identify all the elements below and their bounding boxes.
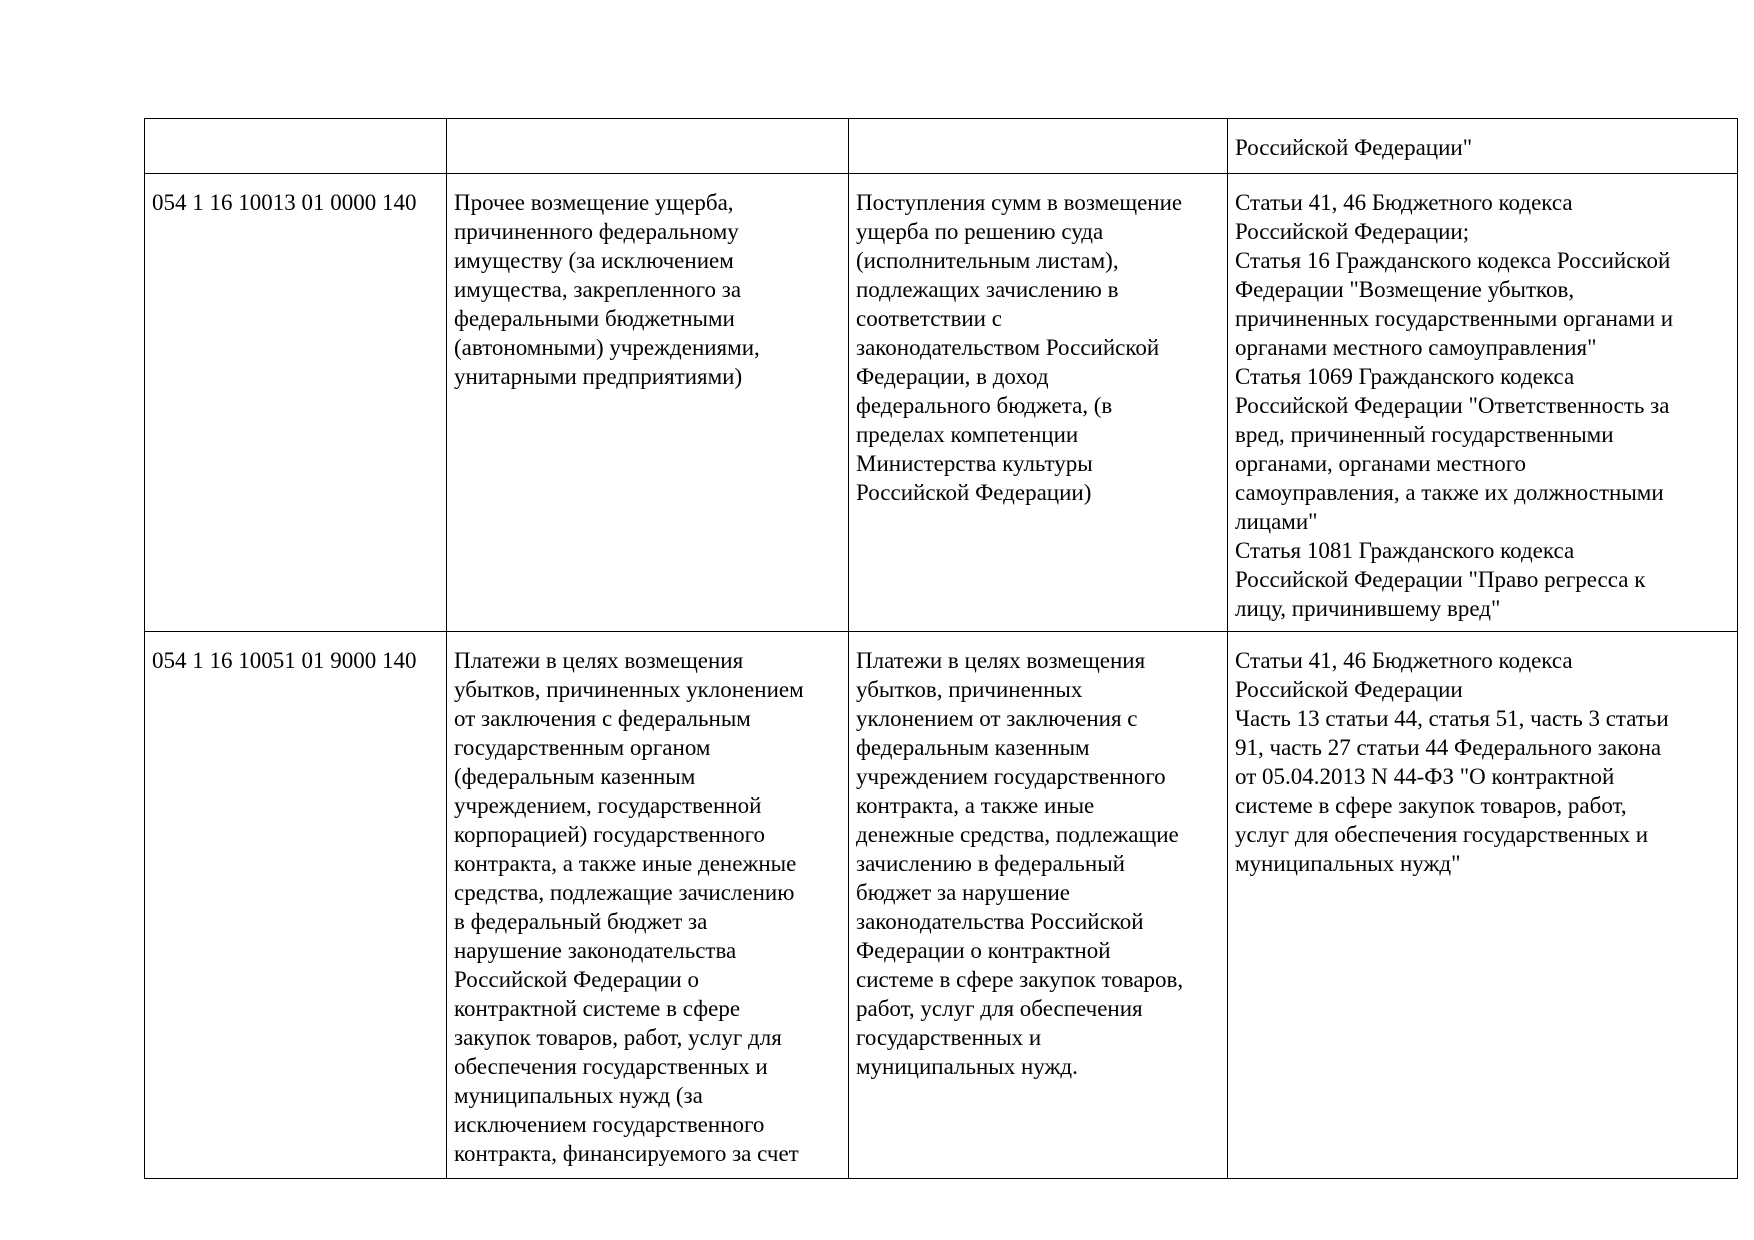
name-cell: Прочее возмещение ущерба, причиненного федеральному имуществу (за исключением имущества, закрепленного за федеральными бюджетными (автономными) учреждениями, унитарными предприятиями) xyxy=(447,174,849,632)
code-cell xyxy=(145,119,447,174)
table-row xyxy=(145,174,1738,632)
code-cell: 054 1 16 10013 01 0000 140 xyxy=(145,174,447,632)
name-cell xyxy=(447,119,849,174)
table-row xyxy=(145,119,1738,174)
description-cell: Платежи в целях возмещения убытков, причиненных уклонением от заключения с федеральным казенным учреждением государственного контракта, а также иные денежные средства, подлежащие зачислению в федеральный бюджет за нарушение законодательства Российской Федерации о контрактной системе в сфере закупок товаров, работ, услуг для обеспечения государственных и муниципальных нужд. xyxy=(849,632,1228,1179)
description-cell: Поступления сумм в возмещение ущерба по решению суда (исполнительным листам), подлежащих зачислению в соответствии с законодательством Российской Федерации, в доход федерального бюджета, (в пределах компетенции Министерства культуры Российской Федерации) xyxy=(849,174,1228,632)
name-cell: Платежи в целях возмещения убытков, причиненных уклонением от заключения с федеральным государственным органом (федеральным казенным учреждением, государственной корпорацией) государственного контракта, а также иные денежные средства, подлежащие зачислению в федеральный бюджет за нарушение законодательства Российской Федерации о контрактной системе в сфере закупок товаров, работ, услуг для обеспечения государственных и муниципальных нужд (за исключением государственного контракта, финансируемого за счет xyxy=(447,632,849,1179)
revenue-codes-table xyxy=(144,118,1738,1179)
code-cell: 054 1 16 10051 01 9000 140 xyxy=(145,632,447,1179)
legal-basis-cell: Российской Федерации" xyxy=(1228,119,1738,174)
table-row xyxy=(145,632,1738,1179)
legal-basis-cell: Статьи 41, 46 Бюджетного кодекса Российской Федерации; Статья 16 Гражданского кодекса Российской Федерации "Возмещение убытков, причиненных государственными органами и органами местного самоуправления" Статья 1069 Гражданского кодекса Российской Федерации "Ответственность за вред, причиненный государственными органами, органами местного самоуправления, а также их должностными лицами" Статья 1081 Гражданского кодекса Российской Федерации "Право регресса к лицу, причинившему вред" xyxy=(1228,174,1738,632)
legal-basis-cell: Статьи 41, 46 Бюджетного кодекса Российской Федерации Часть 13 статьи 44, статья 51, часть 3 статьи 91, часть 27 статьи 44 Федерального закона от 05.04.2013 N 44-ФЗ "О контрактной системе в сфере закупок товаров, работ, услуг для обеспечения государственных и муниципальных нужд" xyxy=(1228,632,1738,1179)
description-cell xyxy=(849,119,1228,174)
